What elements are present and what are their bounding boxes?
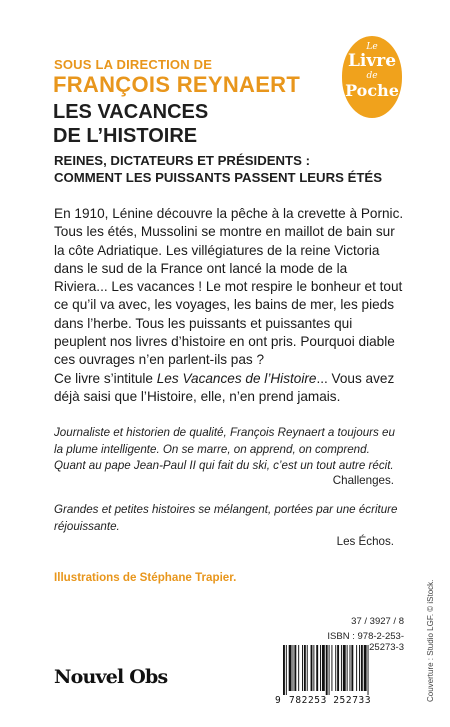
barcode-bar [364,645,367,691]
blurb-p2-suffix: ... Vous avez déjà saisi que l’Histoire, elle, n’en prend jamais. [54,370,395,404]
barcode-bar [283,645,285,695]
book-subtitle-line-1: REINES, DICTATEURS ET PRÉSIDENTS : [54,153,310,168]
barcode-bar [337,645,339,691]
book-subtitle [54,152,382,186]
barcode-bar [341,645,342,691]
barcode-bar [350,645,351,691]
barcode-bar [331,645,332,691]
barcode-bar [307,645,308,691]
logo-poche: Poche [345,81,399,100]
logo-le: Le [366,42,378,52]
barcode-bar [313,645,314,691]
barcode-bar [335,645,336,691]
barcode-bar [320,645,321,691]
press-quote-1: Journaliste et historien de qualité, François Reynaert a toujours eu la plume intelligente. On se marre, on apprend, on comprend. Quant au pape Jean-Paul II qui fait du ski, c’est un tout autre récit. [54,426,395,473]
barcode-bar [368,645,369,695]
barcode-bar [343,645,346,691]
illustrations-credit: Illustrations de Stéphane Trapier. [54,571,237,584]
book-title-line-2: DE L’HISTOIRE [53,125,198,147]
logo-livre: Livre [347,51,397,71]
barcode-bar [304,645,306,691]
catalog-number: 37 / 3927 / 8 [351,616,404,627]
barcode-bar [359,645,360,691]
blurb-paragraph-2 [54,370,404,407]
barcode-bar [361,645,363,691]
isbn-number: ISBN : 978-2-253-25273-3 [327,631,404,653]
barcode-bar [298,645,299,691]
barcode-bar [347,645,348,691]
barcode-bar [302,645,303,691]
blurb-p2-prefix: Ce livre s’intitule [54,370,157,386]
barcode-bar [322,645,325,691]
barcode-digits: 782253 252733 [289,695,372,706]
book-title-line-1: LES VACANCES [53,101,209,123]
barcode-first-digit: 9 [275,695,281,706]
barcode-bars [283,645,401,695]
series-direction-label: SOUS LA DIRECTION DE [54,57,213,72]
livre-de-poche-logo [342,36,402,118]
press-quote-1-source: Challenges. [332,474,394,487]
barcode-bar [311,645,313,691]
barcode [275,645,405,707]
cover-credit: Couverture : Studio LGF. © iStock. [426,579,435,702]
logo-de: de [366,71,378,81]
nouvel-obs-logo: Nouvel Obs [54,666,168,688]
barcode-bar [329,645,330,695]
barcode-bar [356,645,357,691]
barcode-bar [351,645,353,691]
author-name: FRANÇOIS REYNAERT [53,72,301,97]
press-quote-2-source: Les Échos. [336,535,394,548]
press-quote-2: Grandes et petites histoires se mélangent, portées par une écriture réjouissante. [54,503,398,533]
blurb-paragraph-1: En 1910, Lénine découvre la pêche à la crevette à Pornic. Tous les étés, Mussolini se montre en maillot de bain sur la côte Adriatique. Les villégiatures de la reine Victoria dans le sud de la France ont lancé la mode de la Riviera... Les vacances ! Le mot respire le bonheur et tout ce qu’il va avec, les voyages, les bains de mer, les pieds dans l’herbe. Tous les puissants et puissantes qui peuplent nos livres d’histoire en ont pris. Pourquoi diable ces ouvrages n’en parlent-ils pas ? [54,206,404,368]
blurb-book-title: Les Vacances de l’Histoire [156,370,317,386]
barcode-bar [316,645,318,691]
book-title [53,100,208,148]
barcode-bar [294,645,296,691]
barcode-bar [326,645,328,695]
barcode-bar [289,645,292,691]
book-subtitle-line-2: COMMENT LES PUISSANTS PASSENT LEURS ÉTÉS [54,170,383,185]
barcode-bar [293,645,294,691]
back-cover-blurb [54,205,404,406]
barcode-bar [286,645,287,695]
